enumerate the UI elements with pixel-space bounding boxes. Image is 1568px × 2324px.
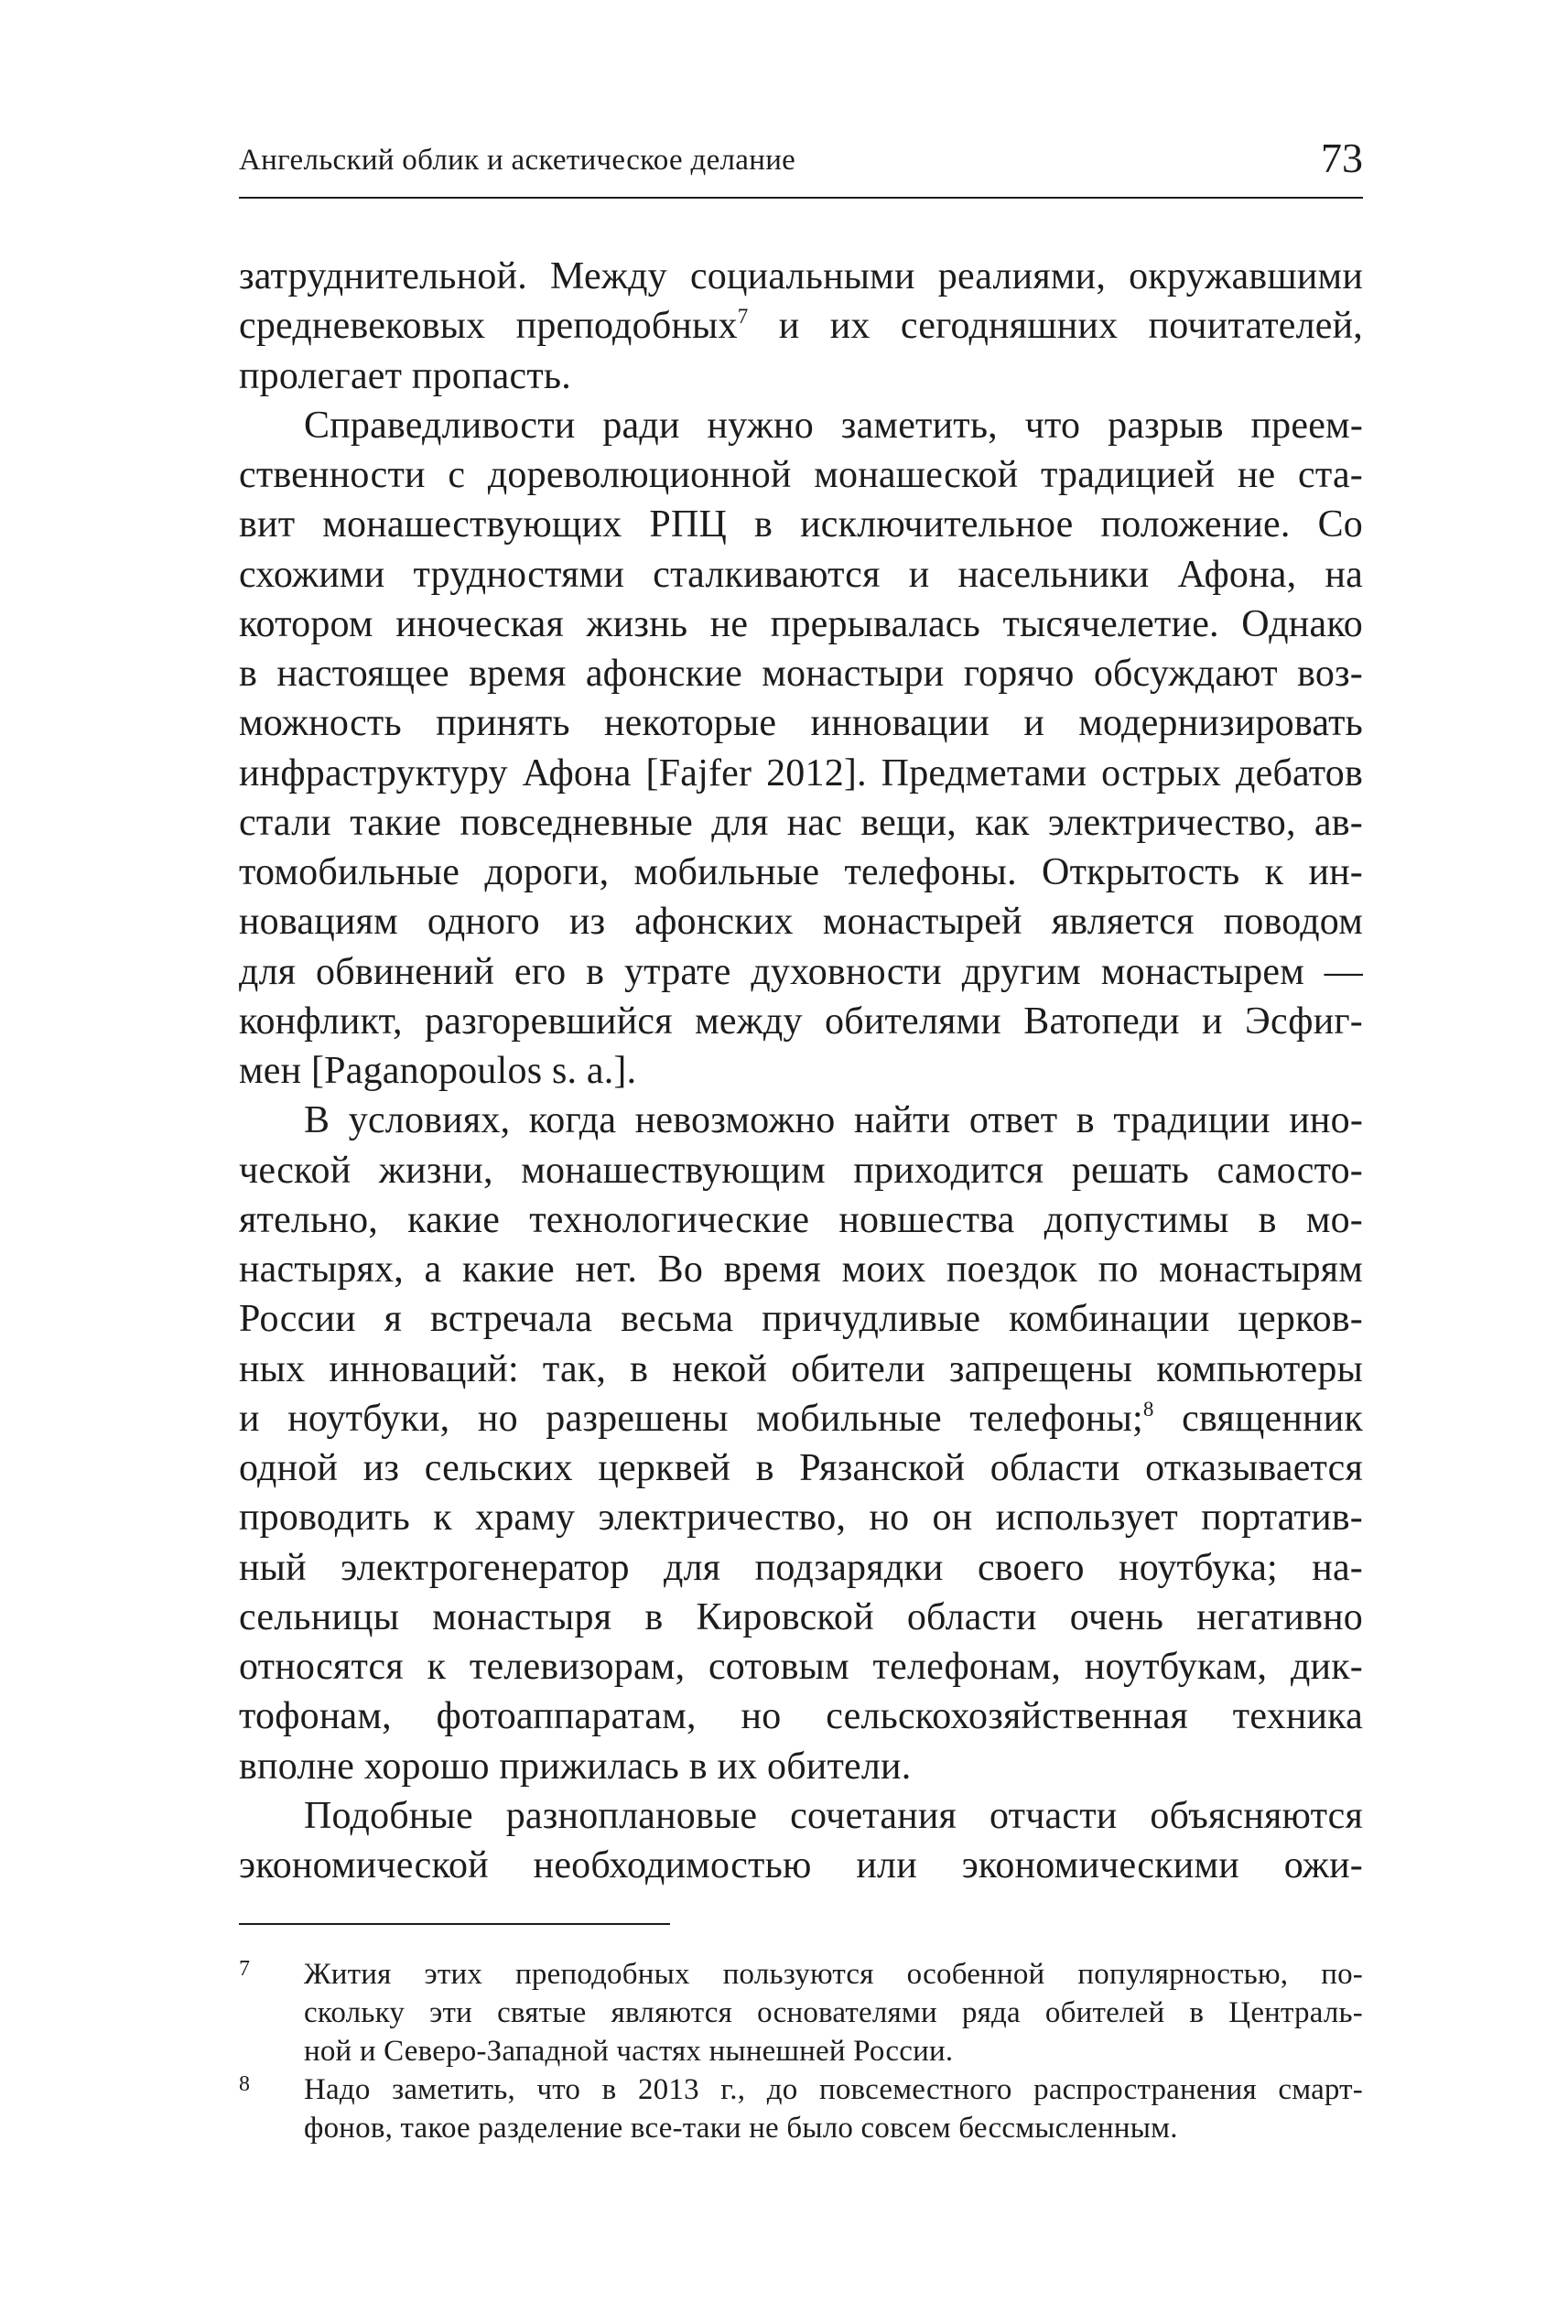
- body-line: вит монашествующих РПЦ в исключительное положение. Со: [239, 503, 1363, 546]
- page-number: 73: [1321, 135, 1363, 181]
- body-line: можность принять некоторые инновации и модернизировать: [239, 702, 1363, 745]
- body-line: схожими трудностями сталкиваются и насельники Афона, на: [239, 553, 1363, 596]
- body-line: новациям одного из афонских монастырей является поводом: [239, 901, 1363, 944]
- running-title: Ангельский облик и аскетическое делание: [239, 144, 796, 177]
- footnote-line: скольку эти святые являются основателями ряда обителей в Централь-: [304, 1996, 1363, 2029]
- line-text: и ноутбуки, но разрешены мобильные телефоны;: [239, 1397, 1143, 1440]
- body-line: затруднительной. Между социальными реалиями, окружавшими: [239, 255, 1363, 297]
- body-line: в настоящее время афонские монастыри горячо обсуждают воз-: [239, 653, 1363, 695]
- body-line: конфликт, разгоревшийся между обителями Ватопеди и Эсфиг-: [239, 1000, 1363, 1043]
- body-line: ных инноваций: так, в некой обители запрещены компьютеры: [239, 1347, 1363, 1390]
- body-line: [239, 1394, 1363, 1443]
- body-line: Справедливости ради нужно заметить, что разрыв преем-: [304, 404, 1363, 447]
- body-line: ный электрогенератор для подзарядки своего ноутбука; на-: [239, 1546, 1363, 1589]
- footnote-8: [239, 2070, 1363, 2147]
- footnote-line: ной и Северо-Западной частях нынешней России.: [304, 2035, 954, 2068]
- footnote-marker: 8: [239, 2072, 250, 2096]
- body-line: вполне хорошо прижилась в их обители.: [239, 1745, 912, 1788]
- body-line: [239, 301, 1363, 351]
- body-line: Подобные разноплановые сочетания отчасти объясняются: [304, 1794, 1363, 1837]
- body-text: [239, 252, 1363, 1890]
- header-rule: [239, 197, 1363, 199]
- footnotes: [239, 1955, 1363, 2147]
- body-line: ческой жизни, монашествующим приходится решать самосто-: [239, 1149, 1363, 1192]
- line-text: священник: [1153, 1397, 1364, 1440]
- body-line: В условиях, когда невозможно найти ответ в традиции ино-: [304, 1099, 1363, 1142]
- footnote-line: Надо заметить, что в 2013 г., до повсеместного распространения смарт-: [304, 2073, 1363, 2106]
- body-line: инфраструктуру Афона [Fajfer 2012]. Предметами острых дебатов: [239, 751, 1363, 794]
- body-line: сельницы монастыря в Кировской области очень негативно: [239, 1595, 1363, 1638]
- footnote-marker: 7: [239, 1957, 250, 1981]
- footnote-line: фонов, такое разделение все-таки не было совсем бессмысленным.: [304, 2112, 1178, 2145]
- body-line: мен [Paganopoulos s. a.].: [239, 1050, 637, 1092]
- footnote-text: [304, 1955, 1363, 2070]
- footnote-reference: 7: [737, 304, 749, 329]
- footnote-text: [304, 2070, 1363, 2147]
- body-line: котором иноческая жизнь не прерывалась тысячелетие. Однако: [239, 602, 1363, 645]
- body-line: относятся к телевизорам, сотовым телефонам, ноутбукам, дик-: [239, 1646, 1363, 1688]
- footnote-line: Жития этих преподобных пользуются особенной популярностью, по-: [304, 1958, 1363, 1991]
- body-line: России я встречала весьма причудливые комбинации церков-: [239, 1298, 1363, 1341]
- body-line: экономической необходимостью или экономическими ожи-: [239, 1844, 1363, 1886]
- body-line: ятельно, какие технологические новшества допустимы в мо-: [239, 1198, 1363, 1241]
- body-line: пролегает пропасть.: [239, 354, 571, 397]
- body-line: тофонам, фотоаппаратам, но сельскохозяйственная техника: [239, 1695, 1363, 1738]
- line-text: средневековых преподобных: [239, 305, 738, 348]
- body-line: настырях, а какие нет. Во время моих поездок по монастырям: [239, 1248, 1363, 1291]
- footnote-7: [239, 1955, 1363, 2070]
- footnote-reference: 8: [1142, 1396, 1154, 1421]
- body-line: одной из сельских церквей в Рязанской области отказывается: [239, 1447, 1363, 1489]
- running-head: [239, 135, 1363, 185]
- line-text: и их сегодняшних почитателей,: [748, 305, 1363, 348]
- body-line: томобильные дороги, мобильные телефоны. Открытость к ин-: [239, 851, 1363, 893]
- body-line: ственности с дореволюционной монашеской традицией не ста-: [239, 454, 1363, 496]
- footnote-separator: [239, 1923, 670, 1925]
- body-line: стали такие повседневные для нас вещи, как электричество, ав-: [239, 801, 1363, 844]
- body-line: для обвинений его в утрате духовности другим монастырем —: [239, 950, 1363, 993]
- body-line: проводить к храму электричество, но он использует портатив-: [239, 1497, 1363, 1540]
